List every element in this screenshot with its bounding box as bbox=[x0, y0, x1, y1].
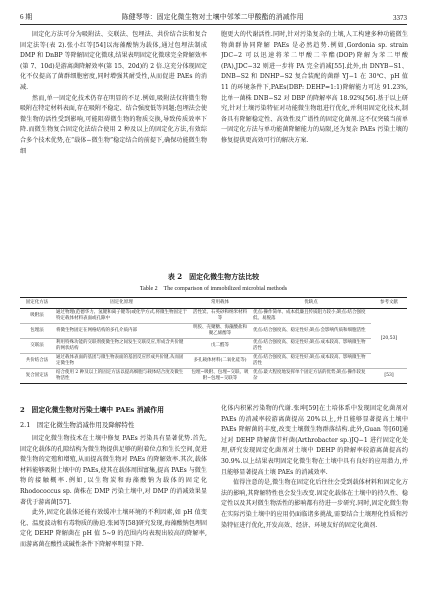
proscons-cell: 优点:结合强度高、稳定性好;缺点:成本较高、影响微生物活性 bbox=[251, 354, 371, 369]
right-column-bottom bbox=[221, 404, 408, 594]
running-header bbox=[20, 10, 407, 25]
table-header-cell: 固定化方法 bbox=[20, 298, 54, 309]
paragraph: 此外,固定化载体还能有效缓冲土壤环境的不利因素,如 pH 值变化、温度波动和有毒物质的胁迫.张园等[58]研究发现,海藻酸钠包埋固定化 DEHP 降解菌在 pH 值 5~9 的范围内均表现出较高的降解率,而游离菌在酸性或碱性条件下降解率明显下降. bbox=[20, 509, 207, 548]
paragraph: 值得注意的是,微生物在固定化后往往会受到载体材料和固定化方法的影响,其降解特性也会发生改变.固定化载体在土壤中的持久性、稳定性以及其对微生物活性的影响都有待进一步研究.同时,固定化微生物在实际污染土壤中的应用仍面临诸多挑战,需要结合土壤理化性质和污染特征进行优化,开发高效、经济、环境友好的固定化菌剂. bbox=[221, 479, 408, 529]
principle-cell: 通过物理(范德华力、氢键和离子键等)或化学方式,将微生物固定于特定载体材料表面或孔隙中 bbox=[54, 309, 189, 324]
paragraph: 化体内积累污染物的代谢.张坤[59]在土培体系中发现固定化菌剂对 PAEs 的消减率较游离菌提高 20%以上,并且能够显著提高土壤中 PAEs 降解菌的丰度,改变土壤微生物群落结构.此外,Guan 等[60]通过对 DEHP 降解菌节杆菌(Arthrobacter sp.)JQ−1 进行固定化处理,研究发现固定化菌剂对土壤中 DEHP 的降解率较游离菌提高约 30.9%.以上结果表明固定化微生物在土壤中具有良好的应用潜力,并且能够显著提高土壤 PAEs 的消减效率. bbox=[221, 405, 408, 476]
paragraph: 固定化方法可分为吸附法、交联法、包埋法、共价结合法和复合固定法等(表 2).张小红等[54]以海藻酸钠为载体,通过包埋法制成 DMP 和 DnBP 等降解固定化微球,结果表明固定化微球完全降解效率(第 7、10d)是游离菌降解效率(第 15、20d)的 2 倍.这充分体现固定化不仅提高了菌群细胞密度,同时增强其耐受性,从而促进 PAEs 的消减. bbox=[20, 31, 207, 91]
table-row bbox=[20, 354, 407, 369]
table-header-cell: 固定化原理 bbox=[54, 298, 189, 309]
table-header-cell: 优缺点 bbox=[251, 298, 371, 309]
right-column-top bbox=[221, 30, 408, 266]
left-column-bottom bbox=[20, 434, 207, 594]
carrier-cell: 多孔载体材料(二氧化硅等) bbox=[189, 354, 251, 369]
method-cell: 复合固定法 bbox=[20, 369, 54, 384]
page-number: 3373 bbox=[393, 14, 407, 22]
proscons-cell: 优点:最大程度地发挥单个固定方法的优势;缺点:操作较复杂 bbox=[251, 369, 371, 384]
table-caption-cn: 表 2 固定化微生物方法比较 bbox=[167, 272, 260, 281]
left-column-top bbox=[20, 30, 207, 266]
method-cell: 共价结合法 bbox=[20, 354, 54, 369]
reference-cell: [53] bbox=[371, 369, 407, 384]
table-header-cell: 常用载体 bbox=[189, 298, 251, 309]
method-cell: 交联法 bbox=[20, 339, 54, 354]
paragraph: 胞更大的代谢活性.同时,针对污染复杂的土壤,人工构建多种功能微生物菌群协同降解 PAEs 是必然趋势.例如,Gordonia sp. strain JDC−2 可以迅速将苯二甲酸二辛酯(DOP)降解为苯二甲酸(PA),JDC−32 则进一步将 PA 完全消减[55].此外,由 DNYB−S1、DNB−S2 和 DNHP−S2 复合装配的菌群 YJ−1 在 30℃、pH 值 11 的环境条件下,PAEs(DBP: DEHP=1:1)降解能力可达 91.23%,比单一菌株 DNB−S2 对 DBP 的降解率高 18.92%[56].基于以上研究,针对土壤污染特征对功能微生物组进行优化,并利用固定化技术,制备具有降解稳定性、高效性及广谱性的固定化菌剂.这不仅突破当前单一固定化方法与单功能菌降解能力的局限,还为复杂 PAEs 污染土壤的修复提供更高效可行的解决方案. bbox=[221, 31, 408, 144]
principle-cell: 通过载体表面的基团与微生物表面的基团反应形成共价键,从而固定微生物 bbox=[54, 354, 189, 369]
carrier-cell: 戊二醛等 bbox=[189, 339, 251, 354]
carrier-cell: 包埋−吸附、包埋−交联、吸附−包埋−交联等 bbox=[189, 369, 251, 384]
table-header-row bbox=[20, 298, 407, 309]
proscons-cell: 优点:操作简单、成本低廉且传质阻力较小;缺点:结合强度低、易脱落 bbox=[251, 309, 371, 324]
proscons-cell: 优点:结合强度高、稳定性好;缺点:成本较高、影响微生物活性 bbox=[251, 339, 371, 354]
table-row bbox=[20, 309, 407, 324]
paragraph: 固定化微生物技术在土壤中修复 PAEs 污染具有显著优势.首先,固定化载体的孔隙结构为微生物提供足够的附着位点和生长空间,促进微生物的定殖和增殖,从而提高微生物对 PAEs 的降解效率.其次,载体材料能够吸附土壤中的 PAEs,使其在载体周围富集,提高 PAEs 与微生物的接触概率.例如,以生物炭和海藻酸钠为载体的固定化 Rhodococcus sp. 菌株在 DMP 污染土壤中,对 DMP 的消减效果显著优于游离菌[57]. bbox=[20, 435, 207, 506]
paragraph: 然而,单一固定化技术仍存在明显的不足.例如,吸附法仅将微生物吸附在特定材料表面,存在吸附不稳定、结合强度低等问题;包埋法会使微生物的活性受到影响,可能阻碍微生物的物质交换,导致传质效率下降.而微生物复合固定化法结合使用 2 种及以上的固定化方法,有效综合多个技术优势,在“载体−微生物”稳定结合的前提下,确保功能微生物细 bbox=[20, 94, 207, 155]
proscons-cell: 优点:结合强度高、稳定性好;缺点:会影响传质和细胞活性 bbox=[251, 324, 371, 339]
table-caption-en: Table 2 The comparison of immobilized microbial methods bbox=[139, 286, 288, 292]
table-header-cell: 参考文献 bbox=[371, 298, 407, 309]
principle-cell: 将微生物固定在网格结构的多孔介质内部 bbox=[54, 324, 189, 339]
carrier-cell: 明胶、壳聚糖、海藻酸盐和聚乙烯醇等 bbox=[189, 324, 251, 339]
reference-cell: [20,53] bbox=[371, 309, 407, 369]
subsection-heading: 2.1 固定化微生物消减作用及降解特性 bbox=[20, 421, 135, 429]
issue-number: 6 期 bbox=[20, 13, 33, 21]
table-caption bbox=[20, 272, 407, 292]
principle-cell: 结合使用 2 种及以上的固定方法以提高细胞与载体结合度及微生物活性 bbox=[54, 369, 189, 384]
method-cell: 包埋法 bbox=[20, 324, 54, 339]
section-heading: 2 固定化微生物对污染土壤中 PAEs 消减作用 bbox=[20, 406, 164, 414]
table-row bbox=[20, 369, 407, 384]
method-cell: 吸附法 bbox=[20, 309, 54, 324]
methods-table bbox=[20, 297, 407, 384]
table-row bbox=[20, 324, 407, 339]
table-row bbox=[20, 339, 407, 354]
carrier-cell: 活性炭、石英砂和纳米材料等 bbox=[189, 309, 251, 324]
running-title: 陈健琴等：固定化微生物对土壤中邻苯二甲酸酯的消减作用 bbox=[121, 13, 304, 21]
principle-cell: 利用特殊功能的交联剂使微生物之间发生交联反应,形成含共价键的网状结构 bbox=[54, 339, 189, 354]
